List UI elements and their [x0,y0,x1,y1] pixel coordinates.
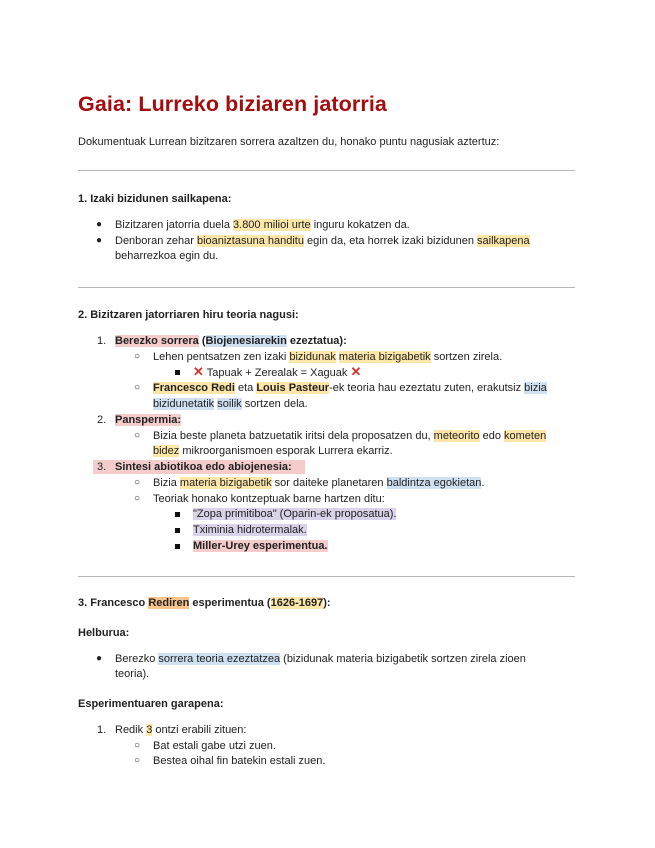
cross-mark-icon: ✕ [193,364,204,379]
s1-bullet-1 [115,218,410,232]
bullet-circle: ○ [134,430,141,441]
theory-1-point-b [153,381,547,395]
highlight: Berezko sorrera [115,335,199,347]
highlight: bizidunetatik [153,398,215,410]
text: . [481,477,485,489]
text: egin da, eta horrek izaki bizidunen [303,235,478,247]
text: edo [479,430,504,442]
text: ( [198,335,206,347]
bullet-circle: ○ [134,755,141,766]
procedure-heading: Esperimentuaren garapena: [78,698,224,710]
highlight: Tximinia hidrotermalak. [193,524,307,536]
theory-2-point-a [153,429,546,443]
bullet-square [175,370,180,375]
goal-bullet [115,652,526,666]
divider [78,576,575,577]
bullet-circle: ○ [134,477,141,488]
list-number: 2. [97,414,107,426]
highlight: Louis Pasteur [256,382,330,394]
text: Redik [115,724,147,736]
highlight: soilik [217,398,242,410]
highlight: 1626-1697 [270,597,324,609]
bullet-dot: ● [96,235,103,246]
list-number: 1. [97,724,107,736]
s1-bullet-2 [115,234,530,248]
highlight: Panspermia: [115,414,182,426]
theory-3-point-a [153,476,484,490]
highlight: bioaniztasuna handitu [196,235,304,247]
bullet-dot: ● [96,653,103,664]
highlight: "Zopa primitiboa" (Oparin-ek proposatua). [193,508,397,520]
text: Bizitzaren jatorria duela [115,219,234,231]
bullet-dot: ● [96,219,103,230]
page-title: Gaia: Lurreko biziaren jatorria [78,92,387,116]
text: ontzi erabili zituen: [152,724,247,736]
text: sortzen dela. [241,398,308,410]
bullet-circle: ○ [134,351,141,362]
text: Bizia [153,477,180,489]
s1-bullet-2-cont: beharrezkoa egin du. [115,250,219,262]
theory-1-title [115,334,347,348]
cross-mark-icon: ✕ [350,364,362,379]
theory-3-point-b: Teoriak honako kontzeptuak barne hartzen ditu: [153,493,385,505]
highlight: meteorito [433,430,480,442]
text: ): [323,597,331,609]
highlight: 3 [146,724,153,736]
text: Denboran zehar [115,235,197,247]
text: Tapuak + Zerealak = Xaguak [206,367,348,379]
text: sortzen zirela. [430,351,503,363]
bullet-square [175,528,180,533]
theory-2-point-a-cont [153,444,393,458]
text: eta [234,382,257,394]
highlight: materia bizigabetik [338,351,431,363]
section-2-heading: 2. Bizitzaren jatorriaren hiru teoria nagusi: [78,309,299,321]
procedure-step-1a: Bat estali gabe utzi zuen. [153,740,276,752]
highlight: bizidunak [289,351,336,363]
procedure-step-1b: Bestea oihal fin batekin estali zuen. [153,755,326,767]
bullet-square [175,544,180,549]
text: 3. Francesco [78,597,149,609]
goal-heading: Helburua: [78,627,130,639]
text: inguru kokatzen da. [310,219,410,231]
highlight: bizia [524,382,547,394]
goal-bullet-cont: teoria). [115,668,150,680]
section-1-heading: 1. Izaki bizidunen sailkapena: [78,193,232,205]
theory-3-concept-1 [193,507,396,521]
highlight: materia bizigabetik [179,477,272,489]
text: Berezko [115,653,159,665]
text: esperimentua ( [189,597,271,609]
divider [78,287,575,288]
highlight: Rediren [148,597,190,609]
text: (bizidunak materia bizigabetik sortzen zirela zioen [280,653,526,665]
highlight: bidez [153,445,180,457]
procedure-step-1 [115,723,246,737]
theory-3-title: Sintesi abiotikoa edo abiojenesia: [115,461,292,473]
list-number: 1. [97,335,107,347]
theory-2-title [115,413,181,427]
text: sor daiteke planetaren [271,477,387,489]
highlight: sorrera teoria ezeztatzea [158,653,281,665]
theory-3-concept-3 [193,539,328,553]
text: Lehen pentsatzen zen izaki [153,351,290,363]
theory-1-example [193,365,361,380]
highlight: kometen [504,430,547,442]
theory-1-point-b-cont [153,397,308,411]
bullet-circle: ○ [134,382,141,393]
divider [78,170,575,171]
intro-paragraph: Dokumentuak Lurrean bizitzaren sorrera azaltzen du, honako puntu nagusiak aztertuz: [78,136,500,148]
highlight: 3.800 milioi urte [233,219,311,231]
theory-1-point-a [153,350,502,364]
bullet-square [175,512,180,517]
list-number: 3. [97,461,107,473]
section-3-heading [78,596,331,610]
text: -ek teoria hau ezeztatu zuten, erakutsiz [329,382,525,394]
bullet-circle: ○ [134,740,141,751]
highlight: Miller-Urey esperimentua. [193,540,328,552]
highlight: baldintza egokietan [386,477,482,489]
theory-3-concept-2 [193,523,307,537]
highlight: Biojenesiarekin [205,335,287,347]
highlight: sailkapena [477,235,530,247]
text: Bizia beste planeta batzuetatik iritsi dela proposatzen du, [153,430,434,442]
text: ezeztatua): [286,335,347,347]
text: mikroorganismoen esporak Lurrera ekarriz. [179,445,393,457]
bullet-circle: ○ [134,493,141,504]
highlight: Francesco Redi [153,382,235,394]
